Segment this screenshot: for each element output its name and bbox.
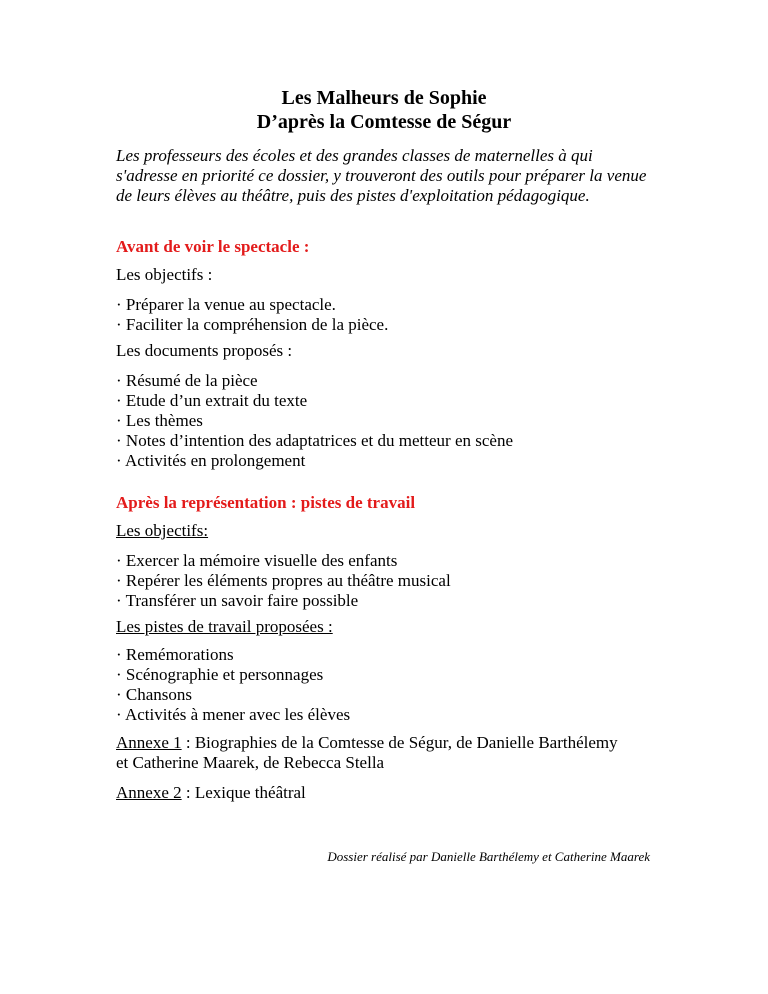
annex1-line1 <box>116 733 618 753</box>
list-item: · Remémorations <box>116 645 234 664</box>
list-item: · Activités en prolongement <box>116 451 306 470</box>
after-tracks-label: Les pistes de travail proposées : <box>116 617 333 636</box>
intro-paragraph: Les professeurs des écoles et des grandes classes de maternelles à qui s'adresse en priorité ce dossier, y trouveront des outils pour préparer la venue de leurs élèves au théâtre, puis des pistes d'exploitation pédagogique. <box>116 146 647 205</box>
annex2-label: Annexe 2 <box>116 783 182 802</box>
before-objectives-label: Les objectifs : <box>116 265 213 284</box>
list-item: · Transférer un savoir faire possible <box>116 591 359 610</box>
list-item: · Les thèmes <box>116 411 203 430</box>
document-title: Les Malheurs de Sophie <box>281 87 487 109</box>
annex1-text: : Biographies de la Comtesse de Ségur, de Danielle Barthélemy <box>181 733 618 752</box>
list-item: · Repérer les éléments propres au théâtre musical <box>116 571 451 590</box>
list-item: · Préparer la venue au spectacle. <box>116 295 336 314</box>
list-item: · Notes d’intention des adaptatrices et du metteur en scène <box>116 431 513 450</box>
after-section-heading: Après la représentation : pistes de travail <box>116 493 416 512</box>
before-section-heading: Avant de voir le spectacle : <box>116 237 310 256</box>
title-block <box>0 86 768 134</box>
before-objectives-list <box>116 295 388 335</box>
after-tracks-list <box>116 645 350 725</box>
before-documents-list <box>116 371 513 471</box>
after-objectives-list <box>116 551 451 611</box>
list-item: · Résumé de la pièce <box>116 371 258 390</box>
list-item: · Scénographie et personnages <box>116 665 324 684</box>
list-item: · Faciliter la compréhension de la pièce. <box>116 315 389 334</box>
list-item: · Exercer la mémoire visuelle des enfants <box>116 551 398 570</box>
list-item: · Etude d’un extrait du texte <box>116 391 308 410</box>
before-documents-label: Les documents proposés : <box>116 341 293 360</box>
annex1-line2: et Catherine Maarek, de Rebecca Stella <box>116 753 385 772</box>
annex1-label: Annexe 1 <box>116 733 182 752</box>
annex2-line <box>116 783 306 803</box>
footer-credit: Dossier réalisé par Danielle Barthélemy et Catherine Maarek <box>327 849 650 864</box>
document-subtitle: D’après la Comtesse de Ségur <box>256 111 512 133</box>
annex2-text: : Lexique théâtral <box>181 783 306 802</box>
after-objectives-label: Les objectifs: <box>116 521 209 540</box>
list-item: · Chansons <box>116 685 193 704</box>
list-item: · Activités à mener avec les élèves <box>116 705 351 724</box>
